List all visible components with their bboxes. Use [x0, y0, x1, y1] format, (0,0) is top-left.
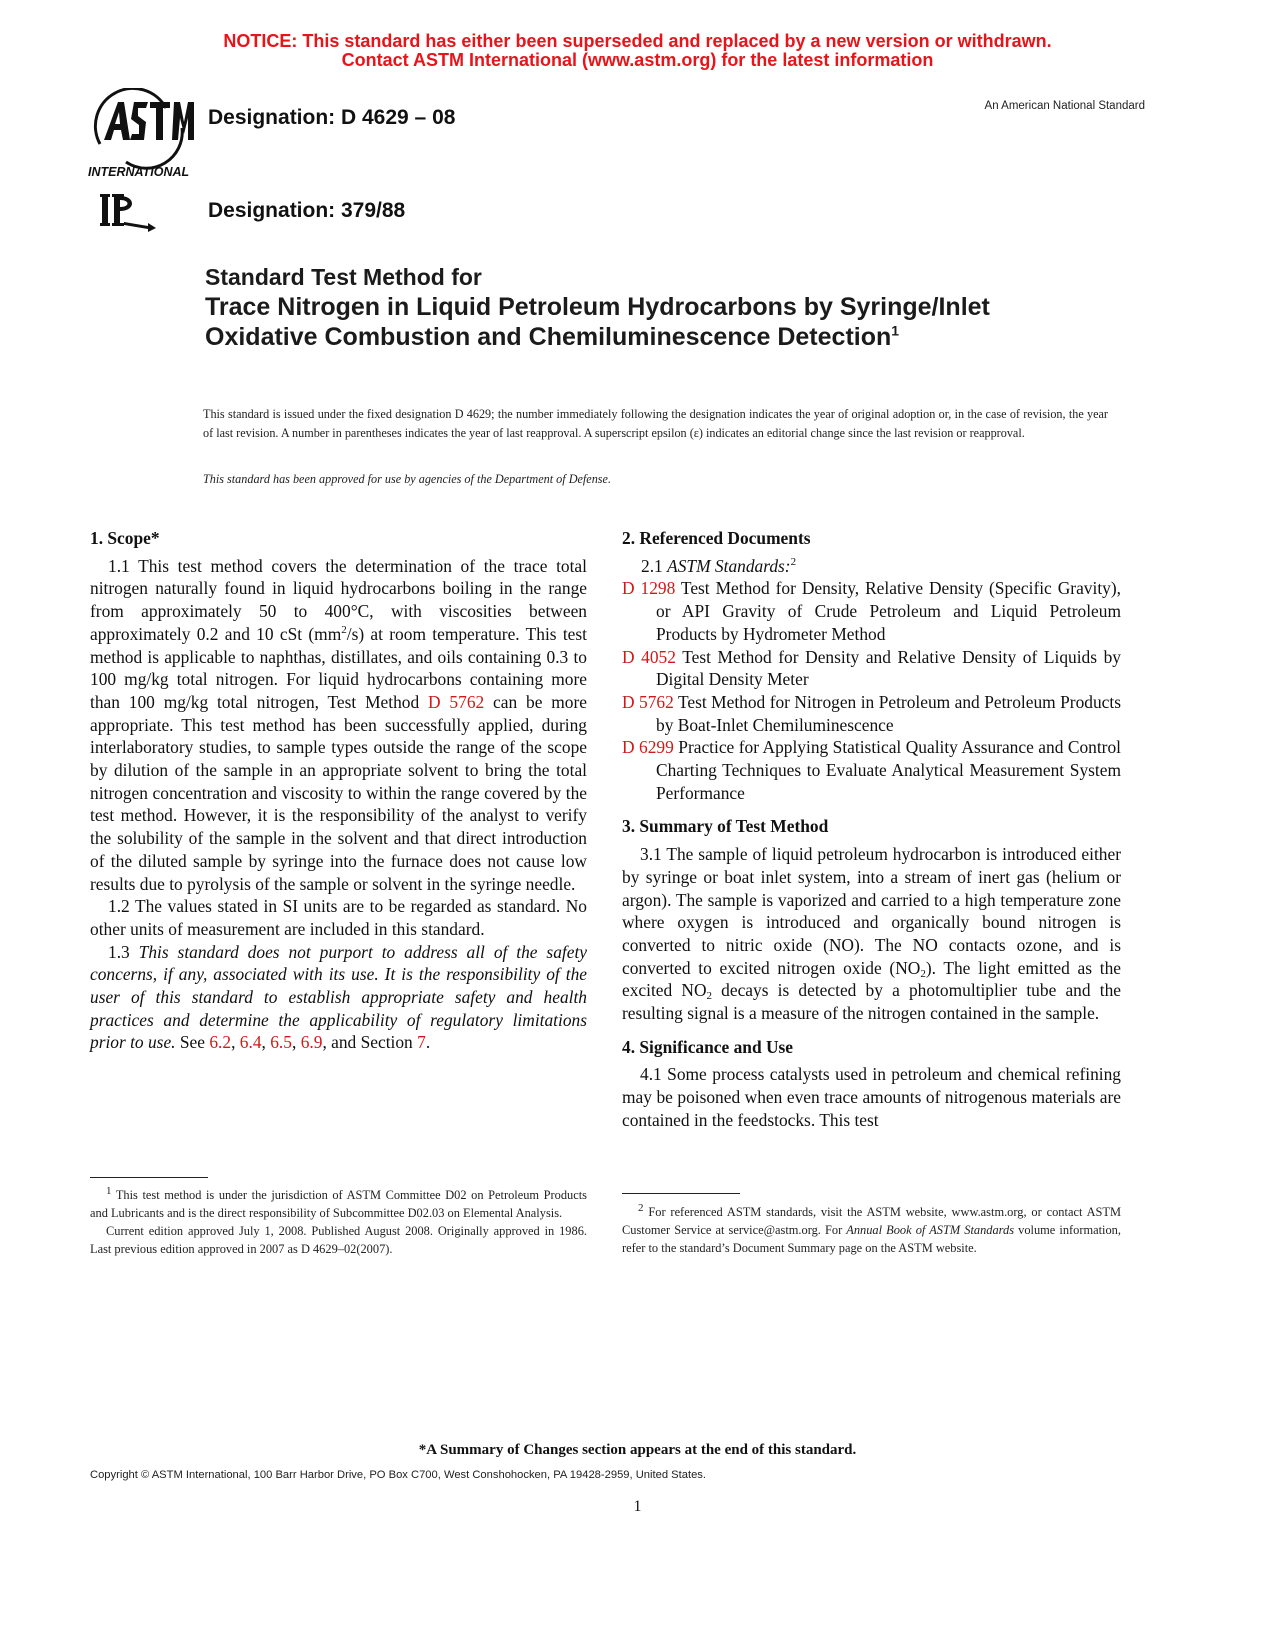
- reference-link-d4052[interactable]: D 4052: [622, 646, 676, 667]
- p3-1-text-b: ). The light emitted as the excited NO: [622, 957, 1121, 1001]
- p1-3-number: 1.3: [108, 941, 139, 962]
- p3-1-text-a: 3.1 The sample of liquid petroleum hydrocarbon is introduced either by syringe or boat inlet system, into a stream of inert gas (helium or argon). The sample is vaporized and carried to a high temperature zone where oxygen is introduced and organically bound nitrogen is converted to nitric oxide (NO). The NO contacts ozone, and is converted to excited nitrogen oxide (NO: [622, 844, 1121, 978]
- footnote-2: [622, 1203, 1121, 1257]
- p1-1-sup: 2: [341, 624, 347, 637]
- withdrawal-notice: [0, 32, 1275, 70]
- subscript: 2: [706, 990, 712, 1003]
- reference-item: [622, 646, 1121, 691]
- reference-link-d6299[interactable]: D 6299: [622, 737, 674, 758]
- sep: ,: [231, 1032, 240, 1053]
- title-line-1: Standard Test Method for: [205, 264, 482, 290]
- reference-item: [622, 691, 1121, 736]
- section-heading-scope: 1. Scope*: [90, 528, 160, 548]
- footnote-2-mark: 2: [638, 1201, 644, 1214]
- footnote-2-para: [622, 1203, 1121, 1257]
- p1-1-text-b: /s) at room temperature. This test method is applicable to naphthas, distillates, and oils containing 0.3 to 100 mg/kg total nitrogen. For liquid hydrocarbons containing more than 100 mg/kg total nitrogen, Test Method: [90, 623, 587, 712]
- p3-1-text-c: decays is detected by a photomultiplier tube and the resulting signal is a measure of the nitrogen contained in the sample.: [622, 980, 1121, 1024]
- p1-1-text-a: 1.1 This test method covers the determination of the trace total nitrogen naturally found in liquid hydrocarbons boiling in the range from approximately 50 to 400°C, with viscosities between approximately 0.2 and 10 cSt (mm: [90, 555, 587, 644]
- document-title: [205, 262, 1105, 352]
- p1-3-and-section: , and Section: [322, 1032, 418, 1053]
- reference-link-d1298[interactable]: D 1298: [622, 578, 676, 599]
- section-heading-referenced-documents: 2. Referenced Documents: [622, 528, 811, 548]
- sub-footnote-mark[interactable]: 2: [790, 555, 797, 568]
- page-number: 1: [633, 1498, 642, 1515]
- paragraph-1-3: [90, 941, 587, 1055]
- section-heading-summary: 3. Summary of Test Method: [622, 816, 829, 837]
- footnote-2-text-b: volume information, refer to the standard’s Document Summary page on the ASTM website.: [622, 1223, 1121, 1255]
- logo-wordmark: INTERNATIONAL: [88, 165, 190, 179]
- footnote-1-para-1: [90, 1186, 587, 1222]
- reference-title: Test Method for Density and Relative Density of Liquids by Digital Density Meter: [656, 646, 1121, 690]
- title-footnote-mark[interactable]: 1: [891, 322, 900, 339]
- reference-item: [622, 577, 1121, 645]
- p1-3-see: See: [175, 1032, 210, 1053]
- paragraph-3-1: [622, 843, 1121, 1025]
- reference-title: Test Method for Density, Relative Density (Specific Gravity), or API Gravity of Crude Petroleum and Liquid Petroleum Products by Hydrometer Method: [656, 578, 1121, 644]
- footnote-2-text-a: For referenced ASTM standards, visit the ASTM website, www.astm.org, or contact ASTM Customer Service at service@astm.org. For: [622, 1205, 1121, 1237]
- issue-note: This standard is issued under the fixed designation D 4629; the number immediately following the designation indicates the year of original adoption or, in the case of revision, the year of last revision. A number in parentheses indicates the year of last reapproval. A superscript epsilon (ε) indicates an editorial change since the last revision or reapproval.: [203, 407, 1108, 440]
- footnote-divider-left: [90, 1177, 208, 1178]
- p1-3-end: .: [425, 1032, 431, 1053]
- footnote-2-italic: Annual Book of ASTM Standards: [846, 1223, 1015, 1237]
- paragraph-4-1: 4.1 Some process catalysts used in petroleum and chemical refining may be poisoned when even trace amounts of nitrogenous materials are contained in the feedstocks. This test: [622, 1064, 1121, 1130]
- reference-title: Test Method for Nitrogen in Petroleum and Petroleum Products by Boat-Inlet Chemiluminescence: [656, 691, 1121, 735]
- notice-line-2: Contact ASTM International (www.astm.org) for the latest information: [341, 50, 934, 70]
- link-section-7[interactable]: 7: [417, 1032, 426, 1053]
- footnote-1-text: This test method is under the jurisdiction of ASTM Committee D02 on Petroleum Products and Lubricants and is the direct responsibility of Subcommittee D02.03 on Elemental Analysis.: [90, 1188, 587, 1220]
- link-6-9[interactable]: 6.9: [300, 1032, 323, 1053]
- safety-statement: This standard does not purport to address all of the safety concerns, if any, associated with its use. It is the responsibility of the user of this standard to establish appropriate safety and health practices and determine the applicability of regulatory limitations prior to use.: [90, 941, 587, 1053]
- link-6-2[interactable]: 6.2: [209, 1032, 232, 1053]
- left-column: [90, 527, 587, 1054]
- right-column: [622, 527, 1121, 1132]
- american-national-standard-label: An American National Standard: [984, 100, 1145, 112]
- title-main-text: Trace Nitrogen in Liquid Petroleum Hydrocarbons by Syringe/Inlet Oxidative Combustion and Chemiluminescence Detection: [205, 293, 990, 351]
- reference-link-d5762[interactable]: D 5762: [622, 691, 674, 712]
- summary-of-changes-note: *A Summary of Changes section appears at the end of this standard.: [418, 1442, 857, 1458]
- subscript: 2: [920, 967, 926, 980]
- link-6-4[interactable]: 6.4: [239, 1032, 262, 1053]
- footnote-1-para-2: Current edition approved July 1, 2008. Published August 2008. Originally approved in 1986. Last previous edition approved in 2007 as D 4629–02(2007).: [90, 1224, 587, 1256]
- footnote-1: [90, 1186, 587, 1258]
- dod-approval-note: This standard has been approved for use by agencies of the Department of Defense.: [203, 472, 611, 486]
- astm-international-logo: [88, 88, 200, 180]
- reference-item: [622, 736, 1121, 804]
- section-heading-significance: 4. Significance and Use: [622, 1036, 794, 1057]
- p1-1-text-c: can be more appropriate. This test method has been successfully applied, during interlaboratory studies, to sample types outside the range of the scope by dilution of the sample in an appropriate solvent to bring the total nitrogen concentration and viscosity to within the range covered by the test method. However, it is the responsibility of the analyst to verify the solubility of the sample in the solvent and that direct introduction of the diluted sample by syringe into the furnace does not cause low results due to pyrolysis of the sample or solvent in the syringe needle.: [90, 691, 587, 894]
- ip-logo: [100, 192, 166, 232]
- link-d5762[interactable]: D 5762: [428, 691, 485, 712]
- copyright-line: Copyright © ASTM International, 100 Barr Harbor Drive, PO Box C700, West Conshohocken, PA 19428-2959, United States.: [90, 1469, 706, 1481]
- astm-designation: Designation: D 4629 – 08: [208, 106, 456, 129]
- ip-designation: Designation: 379/88: [208, 199, 406, 222]
- footnote-1-mark: 1: [106, 1184, 112, 1197]
- sep: ,: [261, 1032, 271, 1053]
- sub-label: ASTM Standards:: [667, 555, 791, 576]
- notice-line-1: NOTICE: This standard has either been superseded and replaced by a new version or withdrawn.: [223, 31, 1052, 51]
- sub-number: 2.1: [641, 555, 668, 576]
- reference-title: Practice for Applying Statistical Quality Assurance and Control Charting Techniques to Evaluate Analytical Measurement System Performance: [656, 737, 1121, 803]
- paragraph-1-2: 1.2 The values stated in SI units are to be regarded as standard. No other units of measurement are included in this standard.: [90, 896, 587, 939]
- paragraph-1-1: [90, 555, 587, 896]
- footnote-divider-right: [622, 1193, 740, 1194]
- title-main: [205, 292, 1105, 352]
- sep: ,: [291, 1032, 301, 1053]
- astm-standards-subheading: [622, 555, 1121, 578]
- link-6-5[interactable]: 6.5: [270, 1032, 292, 1053]
